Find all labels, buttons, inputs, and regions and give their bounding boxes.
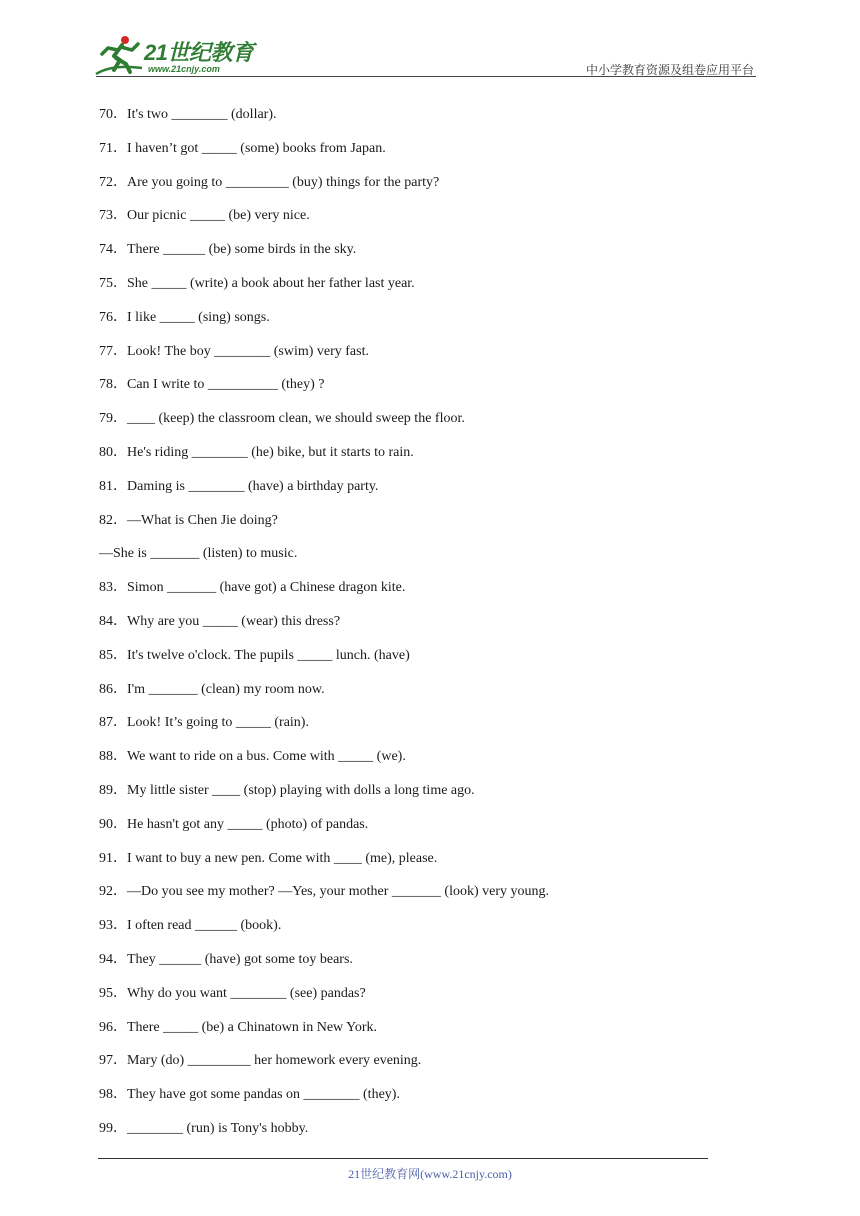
question-text: There ______ (be) some birds in the sky. — [127, 242, 357, 258]
header-slogan: 中小学教育资源及组卷应用平台 — [585, 63, 754, 77]
question-text: Look! It’s going to _____ (rain). — [127, 715, 309, 731]
question-item — [99, 138, 759, 172]
question-number: 87． — [99, 715, 127, 731]
question-number: 71． — [99, 140, 127, 156]
question-number: 92． — [99, 884, 127, 900]
question-number: 76． — [99, 309, 127, 325]
question-number: 75． — [99, 275, 127, 291]
question-number: 94． — [99, 951, 127, 967]
question-number: 80． — [99, 444, 127, 460]
question-item — [99, 510, 759, 544]
logo-text: 21世纪教育 — [144, 40, 254, 65]
question-text: Mary (do) _________ her homework every evening. — [127, 1053, 422, 1069]
question-number: 73． — [99, 208, 127, 224]
question-item — [99, 239, 759, 273]
question-item — [99, 814, 759, 848]
question-number: 77． — [99, 343, 127, 359]
question-text: He's riding ________ (he) bike, but it starts to rain. — [127, 444, 414, 460]
question-item — [99, 104, 759, 138]
question-text: We want to ride on a bus. Come with _____ (we). — [127, 749, 406, 765]
question-item — [99, 611, 759, 645]
question-text: I often read ______ (book). — [127, 918, 282, 934]
question-item — [99, 273, 759, 307]
runner-icon — [92, 34, 144, 78]
question-number: 96． — [99, 1019, 127, 1035]
question-number: 72． — [99, 174, 127, 190]
question-text: —She is _______ (listen) to music. — [99, 546, 298, 562]
logo — [92, 34, 262, 78]
question-item — [99, 307, 759, 341]
question-number: 88． — [99, 749, 127, 765]
question-item — [99, 915, 759, 949]
question-text: There _____ (be) a Chinatown in New York. — [127, 1019, 378, 1035]
question-text: Look! The boy ________ (swim) very fast. — [127, 343, 369, 359]
question-text: It's twelve o'clock. The pupils _____ lunch. (have) — [127, 647, 410, 663]
question-item — [99, 712, 759, 746]
logo-subtext: www.21cnjy.com — [148, 64, 220, 74]
question-number: 83． — [99, 580, 127, 596]
question-number: 90． — [99, 816, 127, 832]
question-text: They ______ (have) got some toy bears. — [127, 951, 353, 967]
question-text: ____ (keep) the classroom clean, we should sweep the floor. — [127, 411, 465, 427]
question-item — [99, 1118, 759, 1152]
question-number: 97． — [99, 1053, 127, 1069]
question-item — [99, 983, 759, 1017]
question-text: —What is Chen Jie doing? — [127, 512, 278, 528]
question-item — [99, 645, 759, 679]
question-text: Simon _______ (have got) a Chinese dragon kite. — [127, 580, 406, 596]
question-item — [99, 881, 759, 915]
question-item — [99, 172, 759, 206]
question-text: It's two ________ (dollar). — [127, 107, 277, 122]
question-number: 99． — [99, 1120, 127, 1136]
question-item — [99, 577, 759, 611]
question-number: 82． — [99, 512, 127, 528]
question-text: Are you going to _________ (buy) things for the party? — [127, 174, 440, 190]
question-item — [99, 848, 759, 882]
question-item — [99, 679, 759, 713]
question-text: I like _____ (sing) songs. — [127, 309, 270, 325]
question-number: 86． — [99, 681, 127, 697]
page-header — [0, 0, 860, 80]
question-item — [99, 1084, 759, 1118]
question-list — [99, 104, 759, 1152]
question-number: 84． — [99, 613, 127, 629]
question-text: She _____ (write) a book about her father last year. — [127, 275, 415, 291]
question-text: Our picnic _____ (be) very nice. — [127, 208, 310, 224]
footer-divider — [98, 1158, 708, 1159]
question-number: 70． — [99, 107, 127, 122]
question-number: 98． — [99, 1087, 127, 1103]
question-number: 89． — [99, 782, 127, 798]
question-number: 85． — [99, 647, 127, 663]
question-item — [99, 205, 759, 239]
question-number: 79． — [99, 411, 127, 427]
question-number: 74． — [99, 242, 127, 258]
question-text: Why do you want ________ (see) pandas? — [127, 985, 366, 1001]
question-number: 91． — [99, 850, 127, 866]
question-text: I'm _______ (clean) my room now. — [127, 681, 325, 697]
header-divider — [96, 76, 756, 77]
question-item — [99, 1017, 759, 1051]
question-text: I want to buy a new pen. Come with ____ (me), please. — [127, 850, 438, 866]
question-number: 93． — [99, 918, 127, 934]
question-item — [99, 442, 759, 476]
question-text: Why are you _____ (wear) this dress? — [127, 613, 341, 629]
question-text: My little sister ____ (stop) playing with dolls a long time ago. — [127, 782, 475, 798]
question-text: ________ (run) is Tony's hobby. — [127, 1120, 309, 1136]
question-item — [99, 746, 759, 780]
question-number: 95． — [99, 985, 127, 1001]
question-number: 81． — [99, 478, 127, 494]
question-item — [99, 780, 759, 814]
question-text: Daming is ________ (have) a birthday party. — [127, 478, 379, 494]
question-text: —Do you see my mother? —Yes, your mother _______ (look) very young. — [127, 884, 550, 900]
question-text: I haven’t got _____ (some) books from Japan. — [127, 140, 386, 156]
question-item — [99, 341, 759, 375]
footer-text: 21世纪教育网(www.21cnjy.com) — [348, 1167, 512, 1181]
question-text: They have got some pandas on ________ (they). — [127, 1087, 400, 1103]
question-number: 78． — [99, 377, 127, 393]
question-item — [99, 1050, 759, 1084]
question-text: Can I write to __________ (they) ? — [127, 377, 325, 393]
question-item — [99, 949, 759, 983]
question-text: He hasn't got any _____ (photo) of pandas. — [127, 816, 369, 832]
question-item — [99, 476, 759, 510]
question-item — [99, 408, 759, 442]
question-item — [99, 374, 759, 408]
question-item — [99, 543, 759, 577]
